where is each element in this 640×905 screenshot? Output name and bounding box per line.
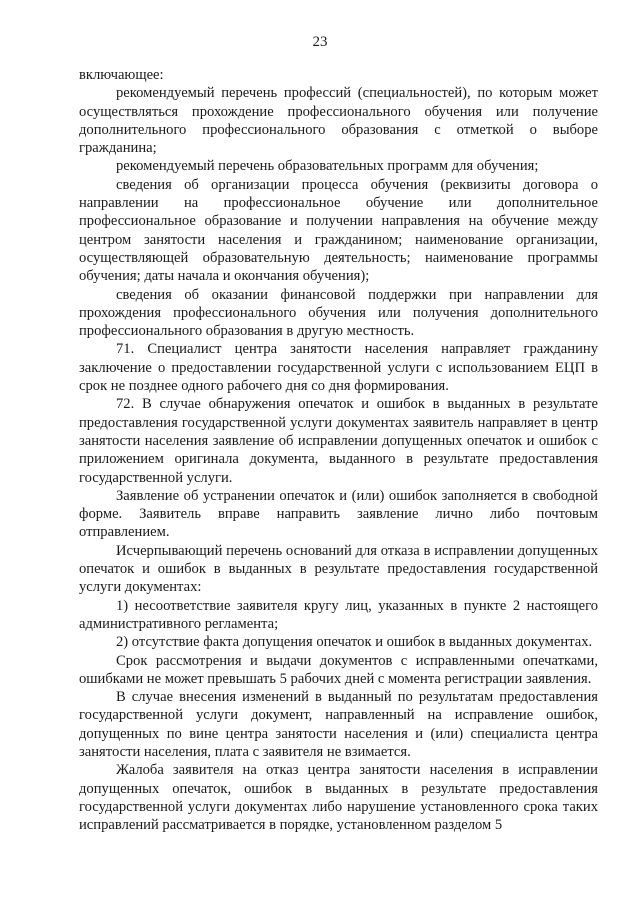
paragraph: В случае внесения изменений в выданный по результатам предоставления государственной услуги документ, направленный на исправление ошибок, допущенных по вине центра занятости населения и (или) специалиста центра занятости населения, плата с заявителя не взимается. xyxy=(79,689,598,760)
paragraph: 2) отсутствие факта допущения опечаток и ошибок в выданных документах. xyxy=(116,634,593,651)
paragraph: включающее: xyxy=(79,67,164,83)
paragraph: Заявление об устранении опечаток и (или) ошибок заполняется в свободной форме. Заявитель вправе направить заявление лично либо почтовым отправлением. xyxy=(79,487,598,541)
paragraph: Жалоба заявителя на отказ центра занятости населения в исправлении допущенных опечаток, ошибок в выданных в результате предоставления государственной услуги документах либо нарушение установленного срока таких исправлений рассматривается в порядке, установленном разделом 5 xyxy=(79,762,598,834)
paragraph: 1) несоответствие заявителя кругу лиц, указанных в пункте 2 настоящего административного регламента; xyxy=(79,597,598,632)
paragraph: Исчерпывающий перечень оснований для отказа в исправлении допущенных опечаток и ошибок в выданных в результате предоставления государственной услуги документах: xyxy=(79,542,598,596)
paragraph: сведения об организации процесса обучения (реквизиты договора о направлении на профессиональное обучение или дополнительное профессиональное образование и получении направления на обучение между центром занятости населения и гражданином; наименование организации, осуществляющей образовательную деятельность; наименование программы обучения; даты начала и окончания обучения); xyxy=(79,176,598,285)
paragraph: рекомендуемый перечень образовательных программ для обучения; xyxy=(116,158,539,175)
paragraph: сведения об оказании финансовой поддержки при направлении для прохождения профессионального обучения или получения дополнительного профессионального образования в другую местность. xyxy=(79,286,598,340)
page-number: 23 xyxy=(312,34,328,50)
paragraph: Срок рассмотрения и выдачи документов с исправленными опечатками, ошибками не может превышать 5 рабочих дней с момента регистрации заявления. xyxy=(79,652,598,687)
paragraph: 72. В случае обнаружения опечаток и ошибок в выданных в результате предоставления государственной услуги документах заявитель направляет в центр занятости населения заявление об исправлении допущенных опечаток и ошибок с приложением оригинала документа, выданного в результате предоставления государственной услуги. xyxy=(79,396,598,486)
paragraph: рекомендуемый перечень профессий (специальностей), по которым может осуществляться прохождение профессионального обучения или получение дополнительного профессионального образования с отметкой о выборе гражданина; xyxy=(79,85,598,157)
document-body xyxy=(79,66,598,834)
paragraph: 71. Специалист центра занятости населения направляет гражданину заключение о предоставлении государственной услуги с использованием ЕЦП в срок не позднее одного рабочего дня со дня формирования. xyxy=(79,341,598,395)
